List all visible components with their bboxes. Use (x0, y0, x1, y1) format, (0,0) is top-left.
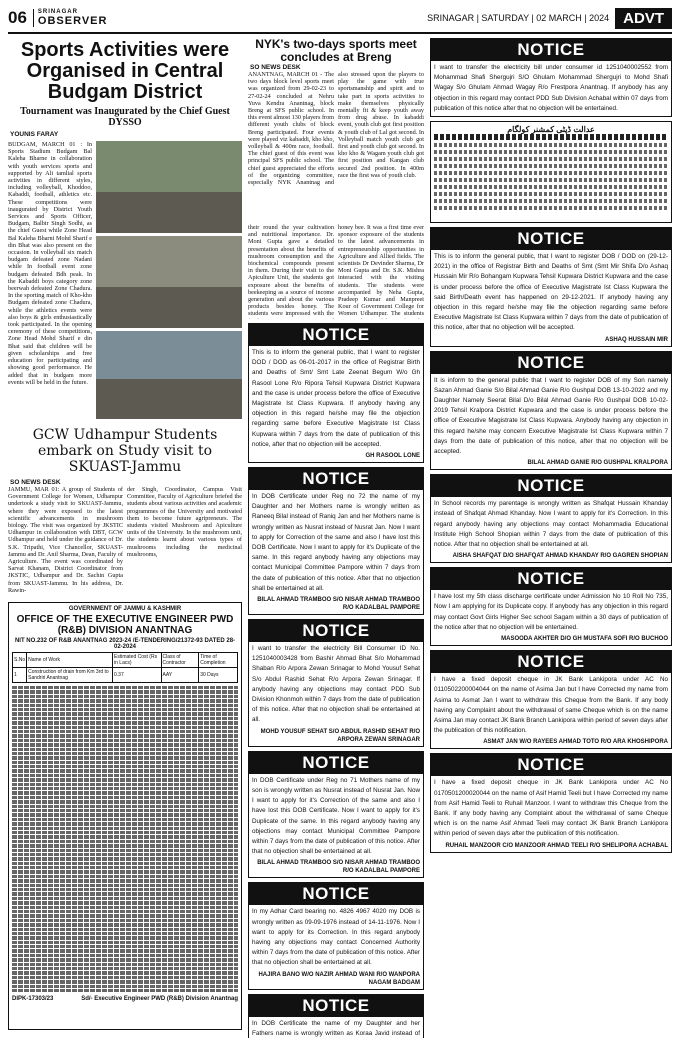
left-column (8, 38, 242, 1038)
tender-sign: Sd/- Executive Engineer PWD (R&B) Division Anantnag (81, 996, 238, 1003)
table-cell: AAY (161, 668, 199, 683)
notice-box (430, 351, 672, 471)
notice-text: I have a fixed deposit cheque in JK Bank Lankipora under AC No 0170501200020044 on the name of Asif Hamid Teeli but I have Corrected my name from Asif Hamid Teeli to Ruhail Manzoor. I want to withdraw this Cheque from the Bank. If any body having any Complaint about the withdrawal of same Cheque which is on the name Asif Ahmad Teeli may contact JK Bank Branch Lankipora within period of seven days after the publication of this notification. (434, 779, 668, 838)
notice-heading: NOTICE (431, 568, 671, 590)
urdu-heading: عدالت ڈپٹی کمشنر کولگام (507, 125, 595, 135)
table-header: Class of Contractor (161, 653, 199, 668)
tender-fine-print (12, 686, 238, 992)
notice-box (248, 619, 424, 747)
lead-photos (96, 141, 242, 419)
right-column (430, 38, 672, 1038)
notice-heading: NOTICE (249, 324, 423, 346)
story2-col4: honey bee. It was a first time ever sponsor exposure of the students to the latest advancements in entrepreneurship opportunities in Agriculture and Allied fields. The scientists Dr Devinder Sharma, Dr Moni Gupta and Dr. S.K. Mishra interacted with the visiting students. The students were accompanied by Neha Gupta, Pradeep Kumar and Manpreet Kour of Government College for Women Udhampur. The students (338, 224, 424, 318)
notice-text: In DOB Certificate under Reg no 72 the name of my Daughter and her Mothers name is wrongly written as Raneeq Bilal instead of Raniq Jan and her Mothers name is wrongly written as Nusrat instead of Nusrat Jan. Now I want to apply for Correction of the same and also I have lost this DOB Certificate. Now I want to apply for it's Duplicate of the same. In this regard anybody having any objections may contact Municipal Committee Pampore within 7 days from the date of publication of this notice. After that no objection shall be entertained at all. (252, 493, 420, 592)
notice-box (430, 227, 672, 347)
table-cell: 0.37 (113, 668, 161, 683)
tender-govt-line: GOVERNMENT OF JAMMU & KASHMIR (68, 606, 182, 613)
middle-column (248, 38, 424, 1038)
notice-signature: AISHA SHAFQAT D/O SHAFQAT AHMAD KHANDAY R/O GAGREN SHOPIAN (452, 553, 668, 560)
notice-signature: ASMAT JAN W/O RAYEES AHMAD TOTO R/O ARA KHOSHIPORA (483, 739, 668, 746)
lead-story (8, 141, 242, 419)
notice-heading: NOTICE (431, 475, 671, 497)
masthead (8, 4, 672, 34)
notice-box (248, 994, 424, 1038)
notice-signature: GH RASOOL LONE (365, 453, 420, 460)
table-cell: 30 Days (199, 668, 238, 683)
notice-signature: BILAL AHMAD TRAMBOO S/O NISAR AHMAD TRAMBOO R/O KADALBAL PAMPORE (257, 860, 420, 875)
tender-dipk: DIPK-17303/23 (12, 996, 54, 1003)
notice-signature: ASHAQ HUSSAIN MIR (604, 336, 668, 343)
notice-text: I have a fixed deposit cheque in JK Bank Lankipora under AC No 0110502200004044 on the name of Asima Jan but I have Corrected my name from Asima to Asmat Jan I want to withdraw this Cheque from the Bank. If any body having any Complaint about the withdrawal of same Cheque which is on the name Asima Jan may contact JK Bank Branch Lankipora within period of seven days after the publication of this notification. (434, 676, 668, 735)
table-header: Time of Completion (199, 653, 238, 668)
notice-signature: BILAL AHMAD GANIE R/O GUSHPAL KRALPORA (527, 460, 668, 467)
notice-box (430, 650, 672, 749)
notice-text: This is to inform the general public, that I want to register DOB / DOD on (29-12-2021) in the office of Registrar Birth and Deaths of Smt (Smt Mir Shifa D/o Ashaq Hussain Mir R/o Bohangam Kupwara Tehsil Kupwara District Kupwara and the case is under process before the office of Executive Magistrate Ist Class Kupwara the said Birth/Death event has happened on 29-12-2021. If anybody having any objection in this regard he/she may file the objection regarding same before Executive Magistrate Ist Class Kupwara within 7 days from the date of publication of this notice, after that no objection will be accepted. (434, 253, 668, 332)
photo-event (96, 331, 242, 419)
lead-headline: Sports Activities were Organised in Central Budgam District (20, 39, 230, 103)
newspaper-logo (33, 9, 108, 27)
notice-signature: MOHD YOUSUF SEHAT S/O ABDUL RASHID SEHAT R/O ARPORA ZEWAN SRINAGAR (260, 728, 420, 743)
table-cell: Construction of drain from Km 3rd to Sandriri Anantnag (27, 668, 113, 683)
story3-byline: SO NEWS DESK (250, 64, 301, 71)
notice-box (248, 751, 424, 879)
table-header: Name of Work (27, 653, 113, 668)
lead-byline: YOUNIS FARAY (10, 131, 59, 138)
table-row (13, 653, 238, 668)
notice-heading: NOTICE (249, 995, 423, 1017)
notice-box (430, 753, 672, 852)
notice-signature: HAJIRA BANO W/O NAZIR AHMAD WANI R/O WANPORA NAGAM BADGAM (258, 971, 420, 986)
notice-heading: NOTICE (249, 752, 423, 774)
logo-top: SRINAGAR (37, 9, 78, 15)
table-header: S.No (13, 653, 27, 668)
notice-text: In DOB Certificate under Reg no 71 Mothers name of my son is wrongly written as Nusrat instead of Nusrat Jan. Now I want to apply for it's Correction of the same and also I have lost this DOB Certificate. Now I want to apply for it's Duplicate of the same. In this regard anybody having any objections may contact Municipal Committee Pampore within 7 days from the date of publication of this notice. After that no objection shall be entertained at all. (252, 776, 420, 856)
notice-text: In my Adhar Card bearing no. 4826 4967 4020 my DOB is wrongly written as 09-09-1976 instead of 14-11-1976. Now I want to apply for its Correction. In this regard anybody having any objections may contact Concerned Authority within 7 days from the date of publication of this notice. After that no objection shall be entertained at all. (252, 908, 420, 967)
notice-box (248, 323, 424, 463)
tender-table (12, 652, 238, 683)
tender-title: OFFICE OF THE EXECUTIVE ENGINEER PWD (R&B) DIVISION ANANTNAG (16, 614, 234, 637)
lead-body: BUDGAM, MARCH 01 : In Sports Stadium Budgam Bal Kaleha Bharne in collaboration with youth services sports and supported by Ali tamlial sports activities in different styles, including volleyball, Khoddoo, Kabaddi, football, athletics etc. These competitions were inaugurated by District Youth Services and Sports Officer, Budgam, Balbir Singh Sodhi, as the chief Guest while Zone Head Bal Kaleha Bharni Mohd Sharif e din Bhat was also present on the occasion. In volleyball six match budgam defeated zone Nadani while In football event zone budgam defeated Bdh peak. In the Kabaddi boys category zone beerwah defeated Zone Chadura. In the sporting match of Kho-kho Budgam defeated zone Chadura, while the athletics events were also boys & girls enthusiastically took participated. In the opening ceremony of these competitions, Zone Head Mohd Sharif e din Bhat said that children will be given scholarships and free education for participating and showing good performance. He added that in budgam more events will be held in the future. (8, 141, 92, 386)
notice-box (430, 567, 672, 646)
story2-byline: SO NEWS DESK (10, 479, 61, 486)
tender-footer (12, 996, 238, 1002)
notice-box (248, 882, 424, 989)
notice-heading: NOTICE (249, 620, 423, 642)
notice-heading: NOTICE (249, 883, 423, 905)
notice-box (430, 38, 672, 117)
notice-text: I want to transfer the electricity bill under consumer id 1251040002552 from Mohammad Shafi Shergujri S/O Ghulam Mohammad Shergujri to Mohd Shafi Wagay S/o Ghulam Ahmad Wagay R/o Frestpora Anantnag. If anybody has any objection in this regard may contact PDD Sub Division Achabal within 07 days from publication of this notice after that no objection will be entertained. (434, 64, 668, 112)
tender-nit: NIT NO.232 OF R&B ANANTNAG 2023-24 /E-TENDERING/21372-93 DATED 28-02-2024 (14, 638, 236, 651)
notice-text: It is inform to the general public that I want to register DOB of my Son namely Sazan Ahmad Ganie S/o Bilal Ahmad Ganie R/o Gushpal DOB 13-10-2022 and my Daughter Namely Seerat Bilal D/o Bilal Ahmad Ganie R/o Gushpal DOB 10-02-2019 Tehsil Kralpora District Kupwara and the case is under process before the office of Executive Magistrate Ist Class Kupwara. Anybody having any objection in this regard he/she may concern Executive Magistrate Ist Class Kupwara within 7 days from the date of publication of this notice, after that no objection will be accepted. (434, 376, 668, 456)
tender-notice (8, 602, 242, 1030)
story3-body: ANANTNAG, MARCH 01 - The two days block level sports meet was organized from 29-02-23 to 27-02-24 concluded at Nehru Yuva Kendra Anantnag, block Breng at SFS public school. In this event almost 130 players from different youth clubs of block Breng participated. Four events were played viz kabaddi, kho kho, volleyball & 400m race, football. The chief guest of this event was principal SFS public school. The chief guest appreciated the efforts of the organizing committee, especially NYK Anantnag and also stressed upon the players to play the game with true sportsmanship and spirit and to take part in sports activities to make themselves physically mentally fit & keep youth away from drug abuse. In kabaddi event, youth club got first position & youth club of Lal got second. In Volleyball match youth club got first and youth club got second. In kho kho & Wagam youth club got first position and Kangan club secured 2nd position. In 400m race the first was of youth club. (248, 71, 424, 187)
notice-box (248, 467, 424, 615)
notice-text: In DOB Certificate the name of my Daughter and her Fathers name is wrongly written as Koraa Javid instead of (252, 1019, 420, 1037)
notice-text: In School records my parentage is wrongly written as Shafqat Hussain Khanday instead of Shafqat Ahmad Khanday. Now I want to apply for it's Correction. In this regard anybody having any objections may contact Mohammadia Educational Institute High School Shopian within 7 days from the date of publication of this notice. After that no objection shall be entertained at all. (434, 500, 668, 549)
middle-notices (248, 323, 424, 1038)
photo-guests (96, 236, 242, 328)
photo-players (96, 141, 242, 233)
story2-headline: GCW Udhampur Students embark on Study visit to SKUAST-Jammu (32, 427, 218, 475)
notice-text: I want to transfer the electricity Bill Consumer ID No. 1251040003428 from Bashir Ahmad Bhat S/o Mohammad Shaban R/o Arpora Zewan Srinagar to Mohd Yousuf Sehat S/o Abdul Rashid Sehat R/o Arpora Zewan Srinagar. If anybody having any objections may contact PDD Sub Division Khonmoh within 7 days from the date of publication of this notice. After that no objection shall be entertained at all. (252, 645, 420, 724)
story2-body (8, 486, 242, 594)
notice-text: I have lost my 5th class discharge certificate under Admission No 10 Roll No 735, Now I am applying for its Duplicate copy. If anybody has any objection in this regard may contact Govt Girls Higher Sec school Sagam within a 30 days of publication of the notice after that no objection will be entertained. (434, 593, 668, 631)
section-label: ADVT (615, 8, 672, 29)
right-notices (430, 227, 672, 853)
notice-heading: NOTICE (431, 228, 671, 250)
dateline: SRINAGAR | SATURDAY | 02 MARCH | 2024 (427, 13, 610, 23)
table-row: 1 Construction of drain from Km 3rd to Sandriri Anantnag 0.37 AAY 30 Days (13, 668, 238, 683)
notice-signature: MASOODA AKHTER D/O GH MUSTAFA SOFI R/O BUCHOO (501, 636, 668, 643)
story2-col2: der Singh, Coordinator, Campus Visit Committee, Faculty of Agriculture briefed the students about various activities and academic programmes of the University and motivated them to become future agripreneurs. The students visited Mushroom and Apiculture units of the University. In the mushroom unit, the students learnt about various types of mushrooms including the medicinal mushrooms, (127, 486, 242, 558)
notice-heading: NOTICE (431, 651, 671, 673)
notice-signature: BILAL AHMAD TRAMBOO S/O NISAR AHMAD TRAMBOO R/O KADALBAL PAMPORE (257, 597, 420, 612)
logo-bottom: OBSERVER (37, 15, 108, 27)
page-number: 06 (8, 8, 27, 27)
notice-heading: NOTICE (431, 352, 671, 374)
notice-text: This is to inform the general public, that I want to register DOD / DOD as 06-01-2017 in the office of Registrar Birth and Deaths of Smt/ Smt Late Zeenat Begum W/o Gh Rasool Lone R/o Ripora Tehsil Kupwara District Kupwara and the case is under process before the office of Executive Magistrate Ist Class Kupwara. If anybody having any objection in this regard he/she may file the objection regarding same before Executive Magistrate Ist Class Kupwara within 7 days from the date of publication of this notice, after that no objection will be accepted. (252, 349, 420, 448)
lead-subhead: Tournament was Inaugurated by the Chief Guest DYSSO (20, 106, 230, 128)
table-header: Estimated Cost (Rs in Lacs) (113, 653, 161, 668)
notice-signature: RUHAIL MANZOOR C/O MANZOOR AHMAD TEELI R/O SHELIPORA ACHABAL (445, 842, 668, 849)
notice-heading: NOTICE (249, 468, 423, 490)
notice-heading: NOTICE (431, 754, 671, 776)
story2-col3: their round the year cultivation and nutritional importance. Dr. Moni Gupta gave a detailed presentation about the benefits of mushroom consumption and the biochemical compounds present in them. During their visit to the Apiculture Unit, the students got exposure about the benefits of beekeeping as a source of income generation and about the various products besides honey. The students were impressed with the (248, 224, 334, 318)
story2-col1: JAMMU, MAR 01: A group of Students of Government College for Women, Udhampur undertook a study visit to SKUAST-Jammu, where they were exposed to the latest scientific advancements in mushroom biology. The visit was organized by JKSTIC Udhampur in collaboration with DBT, GCW Udhampur and held under the guidance of Dr. S.K. Tripathi, Vice Chancellor, SKUAST-Jammu and Dr. Anil Sharma, Dean, Faculty of Agriculture. The event was coordinated by Sarvat Khanam, District Coordinator from JKSTIC, Udhampur and Dr. Sachin Gupta from SKUAST-Jammu. In his address, Dr. Rawin- (8, 486, 123, 594)
story3-headline: NYK's two-days sports meet concludes at Breng (255, 38, 417, 64)
notice-box (430, 474, 672, 563)
urdu-notice (430, 121, 672, 223)
story2-continued (248, 224, 424, 319)
notice-heading: NOTICE (431, 39, 671, 61)
